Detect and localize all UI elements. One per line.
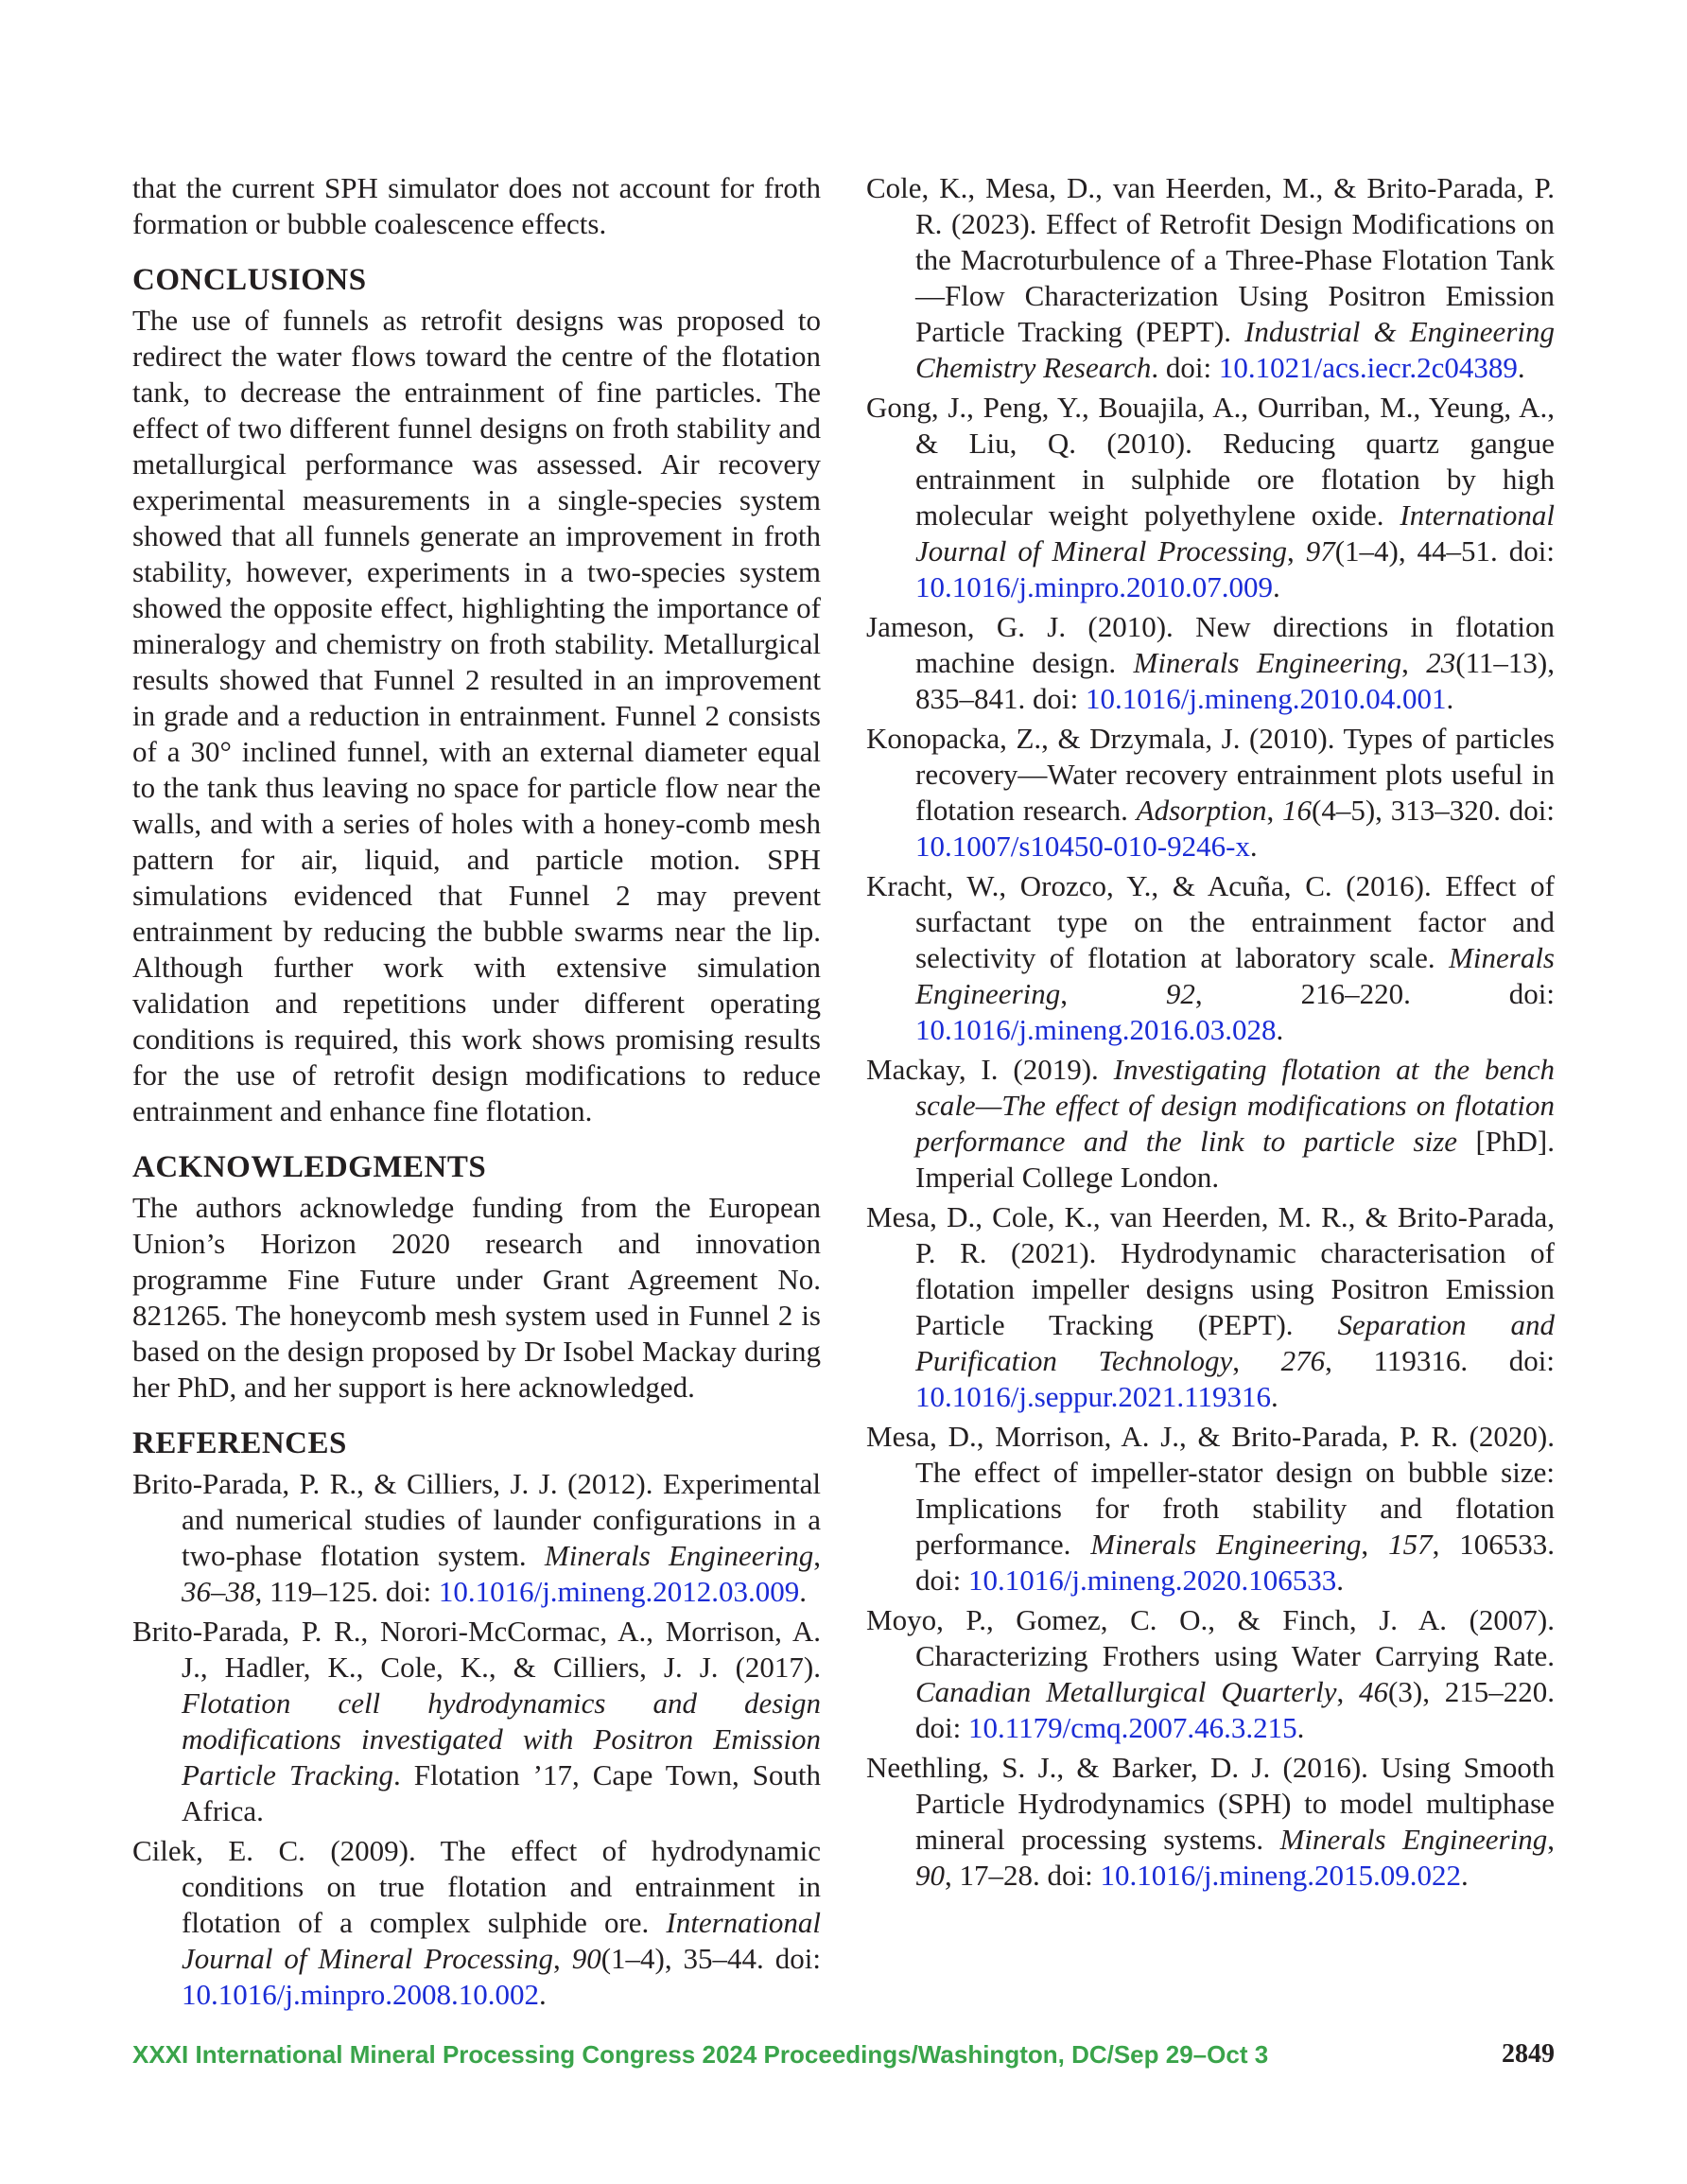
page-footer (132, 2035, 1555, 2073)
reference-doi-link[interactable]: 10.1016/j.minpro.2010.07.009 (915, 570, 1274, 603)
reference-volume: 90 (915, 1859, 945, 1892)
reference-text: Mackay, I. (2019). (866, 1053, 1114, 1086)
reference-doi-link[interactable]: 10.1021/acs.iecr.2c04389 (1218, 351, 1518, 384)
reference-entry (866, 1750, 1555, 1894)
reference-doi-link[interactable]: 10.1016/j.minpro.2008.10.002 (182, 1978, 540, 2011)
reference-text: (1–4), 35–44. doi: (600, 1942, 822, 1975)
reference-journal: Flotation cell hydrodynamics and design modifications investigated with Positron Emission Particle Tracking (182, 1686, 821, 1791)
reference-text: Brito-Parada, P. R., Norori-McCormac, A., Morrison, A. J., Hadler, K., Cole, K., & Cilliers, J. J. (2017). (132, 1615, 821, 1684)
acknowledgments-heading: ACKNOWLEDGMENTS (132, 1150, 487, 1184)
reference-doi-link[interactable]: 10.1179/cmq.2007.46.3.215 (967, 1711, 1297, 1744)
reference-text: Cole, K., Mesa, D., van Heerden, M., & Brito-Parada, P. R. (2023). Effect of Retrofit Design Modifications on the Macroturbulence of a Three-Phase Flotation Tank—Flow Characterization Using Positron Emission Particle Tracking (PEPT). (866, 171, 1555, 348)
reference-entry (866, 609, 1555, 717)
reference-text: , (1336, 1675, 1360, 1708)
reference-text: , (1232, 1344, 1281, 1377)
reference-entry (132, 1614, 821, 1829)
reference-entry (866, 721, 1555, 865)
reference-text: . (799, 1575, 808, 1608)
reference-text: Moyo, P., Gomez, C. O., & Finch, J. A. (2007). Characterizing Frothers using Water Carrying Rate. (866, 1603, 1555, 1672)
reference-journal: International Journal of Mineral Processing (182, 1906, 821, 1975)
reference-text: [PhD]. Imperial College London. (915, 1125, 1555, 1194)
reference-journal: Industrial & Engineering Chemistry Research (915, 315, 1555, 384)
conclusions-heading: CONCLUSIONS (132, 263, 367, 297)
reference-entry (866, 1602, 1555, 1746)
reference-text: . doi: (1151, 351, 1219, 384)
reference-entry (132, 1466, 821, 1610)
reference-text: Cilek, E. C. (2009). The effect of hydrodynamic conditions on true flotation and entrainment in flotation of a complex sulphide ore. (132, 1834, 821, 1939)
reference-volume: 46 (1359, 1675, 1389, 1708)
reference-volume: 92 (1165, 977, 1195, 1010)
reference-doi-link[interactable]: 10.1016/j.mineng.2020.106533 (967, 1564, 1337, 1597)
reference-entry (132, 1833, 821, 2013)
reference-text: Mesa, D., Cole, K., van Heerden, M. R., & Brito-Parada, P. R. (2021). Hydrodynamic characterisation of flotation impeller designs using Positron Emission Particle Tracking (PEPT). (866, 1200, 1555, 1341)
reference-journal: International Journal of Mineral Processing (915, 498, 1555, 568)
reference-text: (3), 215–220. doi: (915, 1675, 1555, 1744)
reference-text: , (1547, 1823, 1555, 1856)
reference-text: , (552, 1942, 572, 1975)
reference-volume: 23 (1426, 646, 1456, 679)
reference-text: . (1460, 1859, 1469, 1892)
reference-journal: Minerals Engineering (1133, 646, 1402, 679)
reference-text: , (1286, 534, 1306, 568)
left-column (132, 170, 821, 2017)
page-number: 2849 (1502, 2039, 1555, 2069)
reference-entry (866, 1419, 1555, 1599)
reference-text: Kracht, W., Orozco, Y., & Acuña, C. (2016). Effect of surfactant type on the entrainment factor and selectivity of flotation at laboratory scale. (866, 869, 1555, 974)
reference-entry (866, 170, 1555, 386)
reference-doi-link[interactable]: 10.1016/j.mineng.2010.04.001 (1085, 682, 1447, 715)
reference-text: . (539, 1978, 547, 2011)
reference-text: . (1446, 682, 1454, 715)
references-heading: REFERENCES (132, 1426, 347, 1460)
reference-text: Mesa, D., Morrison, A. J., & Brito-Parada, P. R. (2020). The effect of impeller-stator design on bubble size: Implications for froth stability and flotation performance. (866, 1420, 1555, 1561)
reference-volume: 97 (1305, 534, 1335, 568)
reference-doi-link[interactable]: 10.1016/j.seppur.2021.119316 (915, 1380, 1272, 1413)
references-list-right (866, 170, 1555, 1894)
reference-text: . (1336, 1564, 1344, 1597)
reference-text: , 106533. doi: (915, 1528, 1555, 1597)
references-list-left (132, 1466, 821, 2013)
reference-journal: Adsorption (1136, 794, 1267, 827)
reference-volume: 157 (1388, 1528, 1433, 1561)
reference-text: . (1273, 570, 1280, 603)
reference-text: Neethling, S. J., & Barker, D. J. (2016). Using Smooth Particle Hydrodynamics (SPH) to model multiphase mineral processing systems. (866, 1751, 1555, 1856)
reference-text: , 119–125. doi: (254, 1575, 439, 1608)
reference-journal: Investigating flotation at the bench scale—The effect of design modifications on flotation performance and the link to particle size (915, 1053, 1555, 1158)
reference-text: . (1296, 1711, 1305, 1744)
reference-text: , (1361, 1528, 1389, 1561)
reference-volume: 90 (571, 1942, 601, 1975)
reference-text: , (813, 1539, 821, 1572)
reference-text: . (1249, 830, 1258, 863)
right-column (866, 170, 1555, 1897)
reference-text: . (1517, 351, 1525, 384)
reference-text: (1–4), 44–51. doi: (1334, 534, 1556, 568)
reference-entry (866, 390, 1555, 605)
reference-doi-link[interactable]: 10.1007/s10450-010-9246-x (915, 830, 1250, 863)
reference-journal: Minerals Engineering (544, 1539, 814, 1572)
reference-text: , (1401, 646, 1427, 679)
continuation-paragraph: that the current SPH simulator does not account for froth formation or bubble coalescence effects. (132, 171, 821, 240)
reference-entry (866, 1199, 1555, 1415)
acknowledgments-paragraph: The authors acknowledge funding from the European Union’s Horizon 2020 research and innovation programme Fine Future under Grant Agreement No. 821265. The honeycomb mesh system used in Funnel 2 is based on the design proposed by Dr Isobel Mackay during her PhD, and her support is here acknowledged. (132, 1191, 821, 1404)
reference-entry (866, 868, 1555, 1048)
reference-volume: 36–38 (182, 1575, 255, 1608)
reference-journal: Minerals Engineering (1279, 1823, 1548, 1856)
reference-text: . Flotation ’17, Cape Town, South Africa. (182, 1758, 821, 1827)
reference-text: , (1060, 977, 1166, 1010)
reference-text: . (1276, 1013, 1284, 1046)
reference-volume: 276 (1280, 1344, 1326, 1377)
reference-text: , 119316. doi: (1325, 1344, 1555, 1377)
reference-journal: Minerals Engineering (915, 941, 1555, 1010)
reference-text: Gong, J., Peng, Y., Bouajila, A., Ourriban, M., Yeung, A., & Liu, Q. (2010). Reducing quartz gangue entrainment in sulphide ore flotation by high molecular weight polyethylene oxide. (866, 391, 1555, 532)
reference-text: (11–13), 835–841. doi: (915, 646, 1555, 715)
conclusions-paragraph: The use of funnels as retrofit designs was proposed to redirect the water flows toward the centre of the flotation tank, to decrease the entrainment of fine particles. The effect of two different funnel designs on froth stability and metallurgical performance was assessed. Air recovery experimental measurements in a single-species system showed that all funnels generate an improvement in froth stability, however, experiments in a two-species system showed the opposite effect, highlighting the importance of mineralogy and chemistry on froth stability. Metallurgical results showed that Funnel 2 resulted in an improvement in grade and a reduction in entrainment. Funnel 2 consists of a 30° inclined funnel, with an external diameter equal to the tank thus leaving no space for particle flow near the walls, and with a series of holes with a honey-comb mesh pattern for air, liquid, and particle motion. SPH simulations evidenced that Funnel 2 may prevent entrainment by reducing the bubble swarms near the lip. Although further work with extensive simulation validation and repetitions under different operating conditions is required, this work shows promising results for the use of retrofit design modifications to reduce entrainment and enhance fine flotation. (132, 304, 821, 1127)
reference-volume: 16 (1282, 794, 1313, 827)
reference-entry (866, 1052, 1555, 1196)
reference-text: , (1266, 794, 1283, 827)
reference-text: . (1271, 1380, 1278, 1413)
reference-text: , 17–28. doi: (945, 1859, 1101, 1892)
reference-journal: Canadian Metallurgical Quarterly (915, 1675, 1337, 1708)
reference-doi-link[interactable]: 10.1016/j.mineng.2012.03.009 (438, 1575, 800, 1608)
reference-journal: Minerals Engineering (1090, 1528, 1362, 1561)
reference-doi-link[interactable]: 10.1016/j.mineng.2015.09.022 (1100, 1859, 1461, 1892)
reference-journal: Separation and Purification Technology (915, 1308, 1555, 1377)
reference-text: Konopacka, Z., & Drzymala, J. (2010). Types of particles recovery—Water recovery entrainment plots useful in flotation research. (866, 722, 1555, 827)
reference-text: (4–5), 313–320. doi: (1312, 794, 1556, 827)
footer-conference-title: XXXI International Mineral Processing Congress 2024 Proceedings/Washington, DC/Sep 29–Oct 3 (132, 2040, 1269, 2069)
reference-doi-link[interactable]: 10.1016/j.mineng.2016.03.028 (915, 1013, 1277, 1046)
reference-text: , 216–220. doi: (1194, 977, 1555, 1010)
reference-text: Jameson, G. J. (2010). New directions in flotation machine design. (866, 610, 1555, 679)
reference-text: Brito-Parada, P. R., & Cilliers, J. J. (2012). Experimental and numerical studies of launder configurations in a two-phase flotation system. (132, 1467, 821, 1572)
